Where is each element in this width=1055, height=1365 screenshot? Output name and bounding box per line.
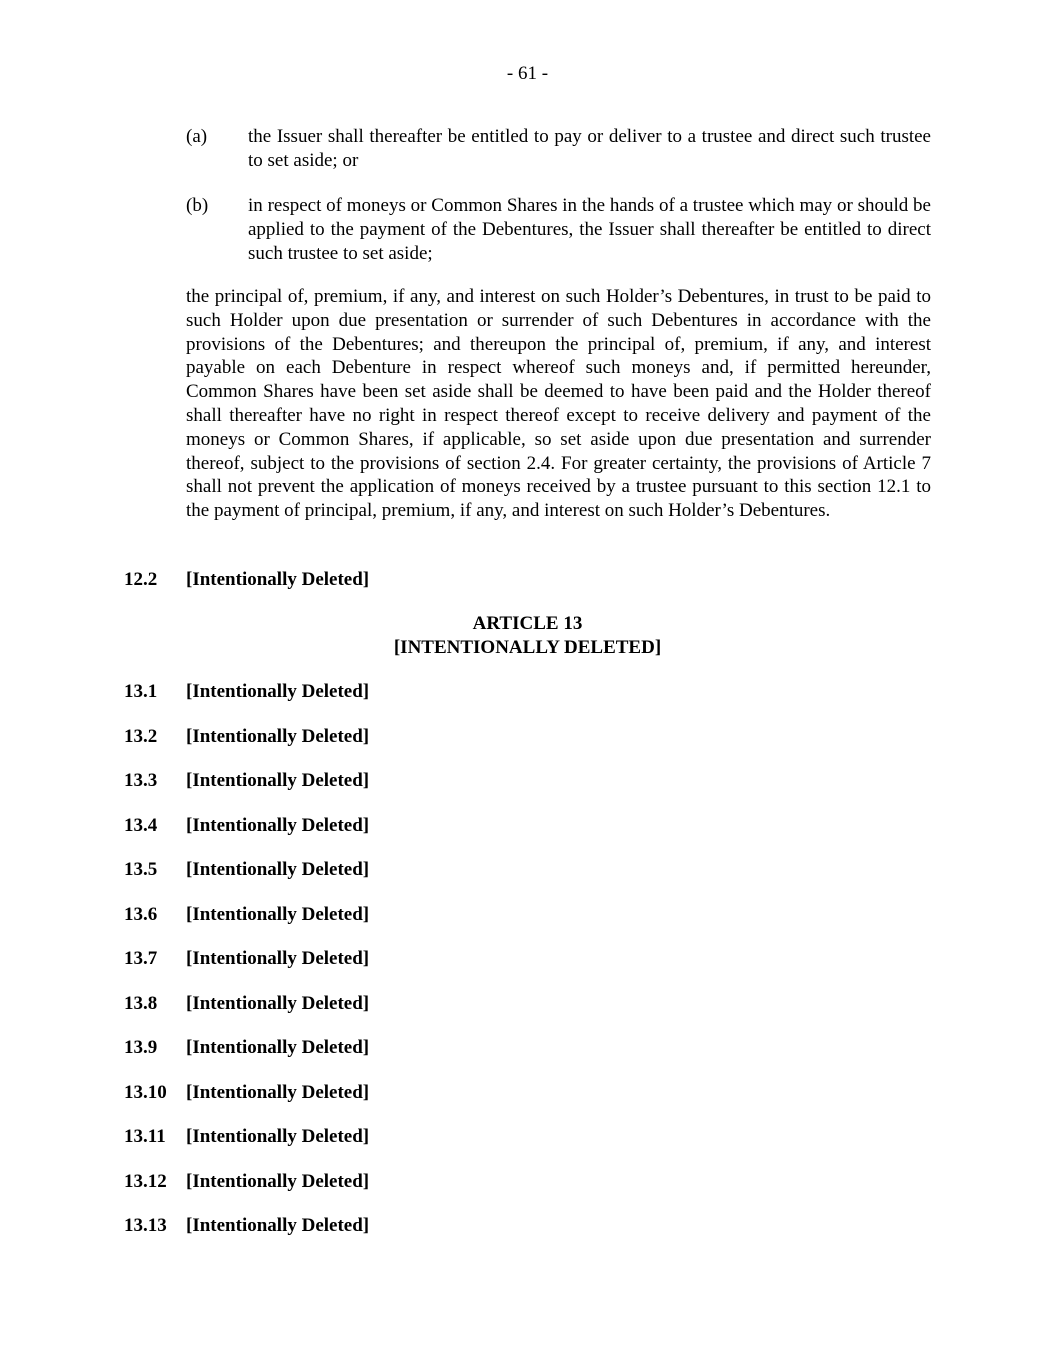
section-title: [Intentionally Deleted] (186, 1082, 370, 1103)
section-number: 13.1 (124, 681, 158, 702)
section-title: [Intentionally Deleted] (186, 681, 370, 702)
body-paragraph: the principal of, premium, if any, and interest on such Holder’s Debentures, in trust to be paid to such Holder upon due presentation or surrender of such Debentures in accordance with the provisions of the Debentures; and thereupon the principal of, premium, if any, and interest payable on each Debenture in respect whereof such moneys and, if permitted hereunder, Common Shares have been set aside shall be deemed to have been paid and the Holder thereof shall thereafter have no right in respect thereof except to receive delivery and payment of the moneys or Common Shares, if applicable, so set aside upon due presentation and surrender thereof, subject to the provisions of section 2.4. For greater certainty, the provisions of Article 7 shall not prevent the application of moneys received by a trustee pursuant to this section 12.1 to the payment of principal, premium, if any, and interest on such Holder’s Debentures. (186, 286, 931, 522)
section-number: 13.6 (124, 904, 158, 925)
section-title: [Intentionally Deleted] (186, 1037, 370, 1058)
list-item-a (186, 125, 931, 173)
section-title: [Intentionally Deleted] (186, 859, 370, 880)
list-item-b (186, 194, 931, 266)
section-number: 13.8 (124, 993, 158, 1014)
list-item-text: the Issuer shall thereafter be entitled to pay or deliver to a trustee and direct such trustee to set aside; or (248, 126, 931, 171)
section-number: 13.10 (124, 1082, 167, 1103)
section-title: [Intentionally Deleted] (186, 569, 370, 590)
article-heading: ARTICLE 13 (472, 613, 583, 634)
section-title: [Intentionally Deleted] (186, 815, 370, 836)
list-item-label: (b) (186, 195, 209, 216)
section-title: [Intentionally Deleted] (186, 948, 370, 969)
section-title: [Intentionally Deleted] (186, 1126, 370, 1147)
section-number: 13.4 (124, 815, 158, 836)
section-title: [Intentionally Deleted] (186, 1171, 370, 1192)
list-item-text: in respect of moneys or Common Shares in the hands of a trustee which may or should be applied to the payment of the Debentures, the Issuer shall thereafter be entitled to direct such trustee to set aside; (248, 195, 931, 264)
article-subheading: [INTENTIONALLY DELETED] (393, 637, 662, 658)
section-number: 13.11 (124, 1126, 166, 1147)
list-item-label: (a) (186, 126, 208, 147)
page-number: - 61 - (506, 63, 549, 84)
section-number: 13.13 (124, 1215, 167, 1236)
section-title: [Intentionally Deleted] (186, 1215, 370, 1236)
section-number: 13.5 (124, 859, 158, 880)
section-number: 13.3 (124, 770, 158, 791)
section-number: 13.2 (124, 726, 158, 747)
section-number: 13.12 (124, 1171, 167, 1192)
section-number: 13.9 (124, 1037, 158, 1058)
section-title: [Intentionally Deleted] (186, 904, 370, 925)
section-title: [Intentionally Deleted] (186, 993, 370, 1014)
section-number: 13.7 (124, 948, 158, 969)
section-title: [Intentionally Deleted] (186, 726, 370, 747)
section-title: [Intentionally Deleted] (186, 770, 370, 791)
section-number: 12.2 (124, 569, 158, 590)
